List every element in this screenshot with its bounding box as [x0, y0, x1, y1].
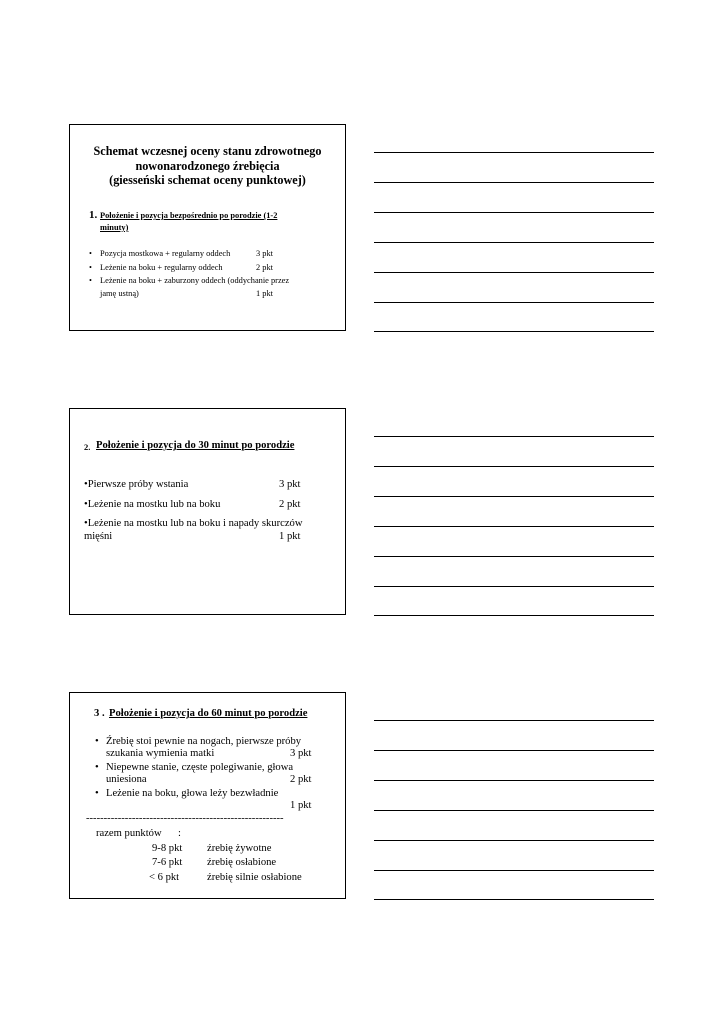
slide-2 — [69, 408, 346, 615]
list-item-bullet: • — [95, 736, 99, 747]
summary-colon: : — [178, 828, 181, 839]
note-line — [374, 272, 654, 273]
note-line — [374, 720, 654, 721]
section-1-title-line-1: Położenie i pozycja bezpośrednio po porodzie (1-2 — [100, 211, 278, 220]
section-3-title: Położenie i pozycja do 60 minut po porodzie — [109, 708, 308, 719]
list-item-text: Źrebię stoi pewnie na nogach, pierwsze próby — [106, 736, 302, 747]
list-item-bullet: • — [89, 263, 92, 272]
note-line — [374, 331, 654, 332]
note-line — [374, 436, 654, 437]
note-line — [374, 152, 654, 153]
note-line — [374, 556, 654, 557]
list-item-text-continued: uniesiona — [106, 774, 147, 785]
divider-line: -------------------------------------------------------- — [86, 813, 284, 824]
list-item-text: •Leżenie na mostku lub na boku — [84, 499, 221, 510]
list-item-text-continued: jamę ustną) — [100, 289, 139, 298]
note-line — [374, 840, 654, 841]
note-line — [374, 526, 654, 527]
slide-1-title-line-1: Schemat wczesnej oceny stanu zdrowotnego — [93, 144, 322, 158]
summary-result: źrebię silnie osłabione — [207, 872, 302, 883]
summary-range: 9-8 pkt — [152, 843, 183, 854]
section-1-number: 1. — [89, 209, 98, 221]
note-line — [374, 302, 654, 303]
list-item-points: 2 pkt — [290, 774, 312, 785]
list-item-text: Leżenie na boku, głowa leży bezwładnie — [106, 788, 279, 799]
list-item-points: 3 pkt — [290, 748, 312, 759]
slide-1-title-line-2: nowonarodzonego źrebięcia — [135, 158, 280, 173]
list-item-points: 2 pkt — [279, 499, 301, 510]
list-item-text: Leżenie na boku + regularny oddech — [100, 263, 223, 272]
section-3-number: 3 . — [94, 708, 105, 719]
list-item-text: Niepewne stanie, częste polegiwanie, głowa — [106, 762, 294, 773]
list-item-points: 2 pkt — [256, 263, 273, 272]
summary-result: źrebię osłabione — [207, 857, 277, 868]
list-item-bullet: • — [89, 249, 92, 258]
summary-result: źrebię żywotne — [207, 843, 272, 854]
section-2-number: 2. — [84, 442, 91, 452]
note-line — [374, 586, 654, 587]
note-line — [374, 810, 654, 811]
summary-label: razem punktów — [96, 828, 162, 839]
list-item-text-continued: szukania wymienia matki — [106, 748, 215, 759]
list-item-bullet: • — [95, 762, 99, 773]
slide-1-title — [70, 144, 345, 188]
list-item-points: 1 pkt — [279, 531, 301, 542]
slide-1 — [69, 124, 346, 331]
note-line — [374, 212, 654, 213]
section-1-title-line-2: minuty) — [100, 223, 129, 232]
list-item-points: 1 pkt — [290, 800, 312, 811]
note-line — [374, 899, 654, 900]
list-item-points: 3 pkt — [256, 249, 273, 258]
list-item-bullet: • — [89, 276, 92, 285]
note-line — [374, 870, 654, 871]
summary-range: 7-6 pkt — [152, 857, 183, 868]
summary-range: < 6 pkt — [149, 872, 180, 883]
note-line — [374, 780, 654, 781]
slide-3 — [69, 692, 346, 899]
list-item-bullet: • — [95, 788, 99, 799]
note-line — [374, 466, 654, 467]
list-item-points: 1 pkt — [256, 289, 273, 298]
list-item-text: •Leżenie na mostku lub na boku i napady skurczów — [84, 518, 303, 529]
list-item-text: Pozycja mostkowa + regularny oddech — [100, 249, 231, 258]
note-line — [374, 496, 654, 497]
list-item-text: •Pierwsze próby wstania — [84, 479, 189, 490]
slide-1-title-line-3: (giesseński schemat oceny punktowej) — [109, 173, 306, 187]
list-item-text-continued: mięśni — [84, 531, 113, 542]
note-line — [374, 615, 654, 616]
note-line — [374, 750, 654, 751]
list-item-text: Leżenie na boku + zaburzony oddech (oddychanie przez — [100, 276, 290, 285]
list-item-points: 3 pkt — [279, 479, 301, 490]
note-line — [374, 242, 654, 243]
note-line — [374, 182, 654, 183]
section-2-title: Położenie i pozycja do 30 minut po porodzie — [96, 440, 295, 451]
